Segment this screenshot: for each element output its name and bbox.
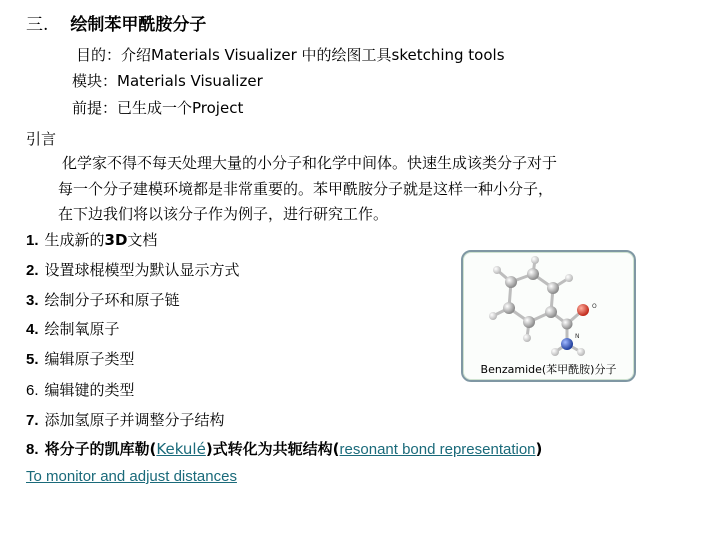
step-3: 3. 绘制分子环和原子链	[26, 291, 180, 309]
step-2: 2. 设置球棍模型为默认显示方式	[26, 261, 240, 279]
meta-purpose: 目的：介绍Materials Visualizer 中的绘图工具sketching tools	[76, 46, 505, 64]
intro-line: 每一个分子建模环境都是非常重要的。苯甲酰胺分子就是这样一种小分子，	[58, 180, 554, 198]
section-title-text: 绘制苯甲酰胺分子	[70, 15, 207, 35]
step-5: 5. 编辑原子类型	[26, 350, 135, 368]
nitrogen-label: N	[575, 333, 580, 340]
resonant-bond-link[interactable]: resonant bond representation	[339, 441, 536, 458]
step-number: 4.	[26, 321, 39, 338]
step-6: 6. 编辑键的类型	[26, 381, 135, 399]
step-number: 6.	[26, 382, 39, 399]
step-number: 5.	[26, 351, 39, 368]
step-number: 8.	[26, 441, 39, 458]
figure-caption: Benzamide(苯甲酰胺)分子	[480, 363, 617, 376]
step-8: 8. 将分子的凯库勒(Kekulé)式转化为共轭结构(resonant bond representation)	[26, 440, 543, 458]
oxygen-label: O	[592, 303, 597, 310]
step-7: 7. 添加氢原子并调整分子结构	[26, 411, 225, 429]
meta-module: 模块：Materials Visualizer	[72, 72, 263, 90]
step-number: 3.	[26, 292, 39, 309]
monitor-distances-link[interactable]: To monitor and adjust distances	[26, 468, 237, 485]
step-1: 1. 生成新的3D文档	[26, 231, 158, 249]
oxygen-atom	[577, 304, 589, 316]
molecule-figure	[461, 250, 636, 382]
step-number: 1.	[26, 232, 39, 249]
intro-line: 化学家不得不每天处理大量的小分子和化学中间体。快速生成该类分子对于	[62, 154, 558, 172]
intro-line: 在下边我们将以该分子作为例子，进行研究工作。	[58, 205, 389, 223]
section-title	[26, 10, 206, 35]
meta-prerequisite: 前提：已生成一个Project	[72, 99, 244, 117]
section-number: 三.	[26, 15, 49, 35]
step-4: 4. 绘制氧原子	[26, 320, 120, 338]
kekule-link[interactable]: Kekulé	[156, 440, 206, 458]
step-number: 7.	[26, 412, 39, 429]
intro-heading: 引言	[26, 130, 57, 148]
step-number: 2.	[26, 262, 39, 279]
nitrogen-atom	[561, 338, 573, 350]
